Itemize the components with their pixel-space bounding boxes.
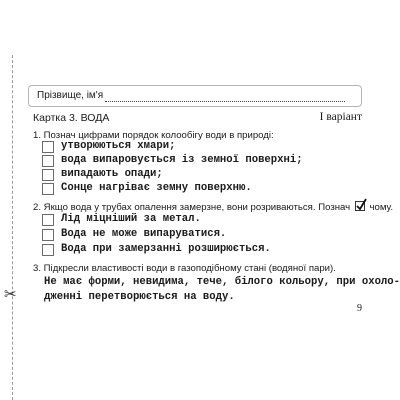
variant-label: I варіант bbox=[319, 111, 362, 123]
task-2-prompt-end: чому. bbox=[369, 202, 394, 213]
answer-checkbox[interactable] bbox=[42, 214, 54, 226]
option-text: Лід міцніший за метал. bbox=[61, 213, 201, 225]
option-text: Сонце нагріває земну поверхню. bbox=[61, 182, 252, 194]
task-3-prompt: 3. Підкресли властивості води в газоподібному стані (водяної пари). bbox=[33, 263, 336, 274]
scissors-icon: ✂ bbox=[4, 285, 17, 303]
option-text: утворюються хмари; bbox=[61, 140, 176, 152]
task-2-prompt bbox=[33, 201, 393, 213]
task-2-prompt-text: 2. Якщо вода у трубах опалення замерзне, вони розриваються. Познач bbox=[33, 202, 351, 213]
answer-checkbox[interactable] bbox=[42, 244, 54, 256]
card-title: Картка 3. ВОДА bbox=[33, 112, 110, 124]
task-1-prompt: 1. Познач цифрами порядок колообігу води в природі: bbox=[33, 130, 274, 141]
option-text: Вода при замерзанні розширюється. bbox=[61, 243, 271, 255]
task-3-text-line[interactable]: Не має форми, невидима, тече, білого кольору, при охоло- bbox=[44, 276, 400, 288]
option-text: Вода не може випаруватися. bbox=[61, 228, 227, 240]
answer-checkbox[interactable] bbox=[42, 229, 54, 241]
task-3-text-line[interactable]: дженні перетворюється на воду. bbox=[44, 291, 235, 303]
task-3-text[interactable] bbox=[44, 275, 400, 305]
name-field-label: Прізвище, ім'я bbox=[37, 90, 104, 101]
answer-box[interactable] bbox=[42, 183, 54, 195]
option-text: вода випаровується із земної поверхні; bbox=[61, 154, 303, 166]
name-field[interactable] bbox=[28, 85, 362, 107]
cut-line bbox=[12, 55, 13, 400]
name-field-line[interactable] bbox=[105, 101, 345, 102]
answer-box[interactable] bbox=[42, 169, 54, 181]
option-text: випадають опади; bbox=[61, 168, 163, 180]
answer-box[interactable] bbox=[42, 155, 54, 167]
answer-box[interactable] bbox=[42, 141, 54, 153]
page-number: 9 bbox=[357, 303, 362, 314]
checkmark-icon bbox=[355, 201, 365, 211]
